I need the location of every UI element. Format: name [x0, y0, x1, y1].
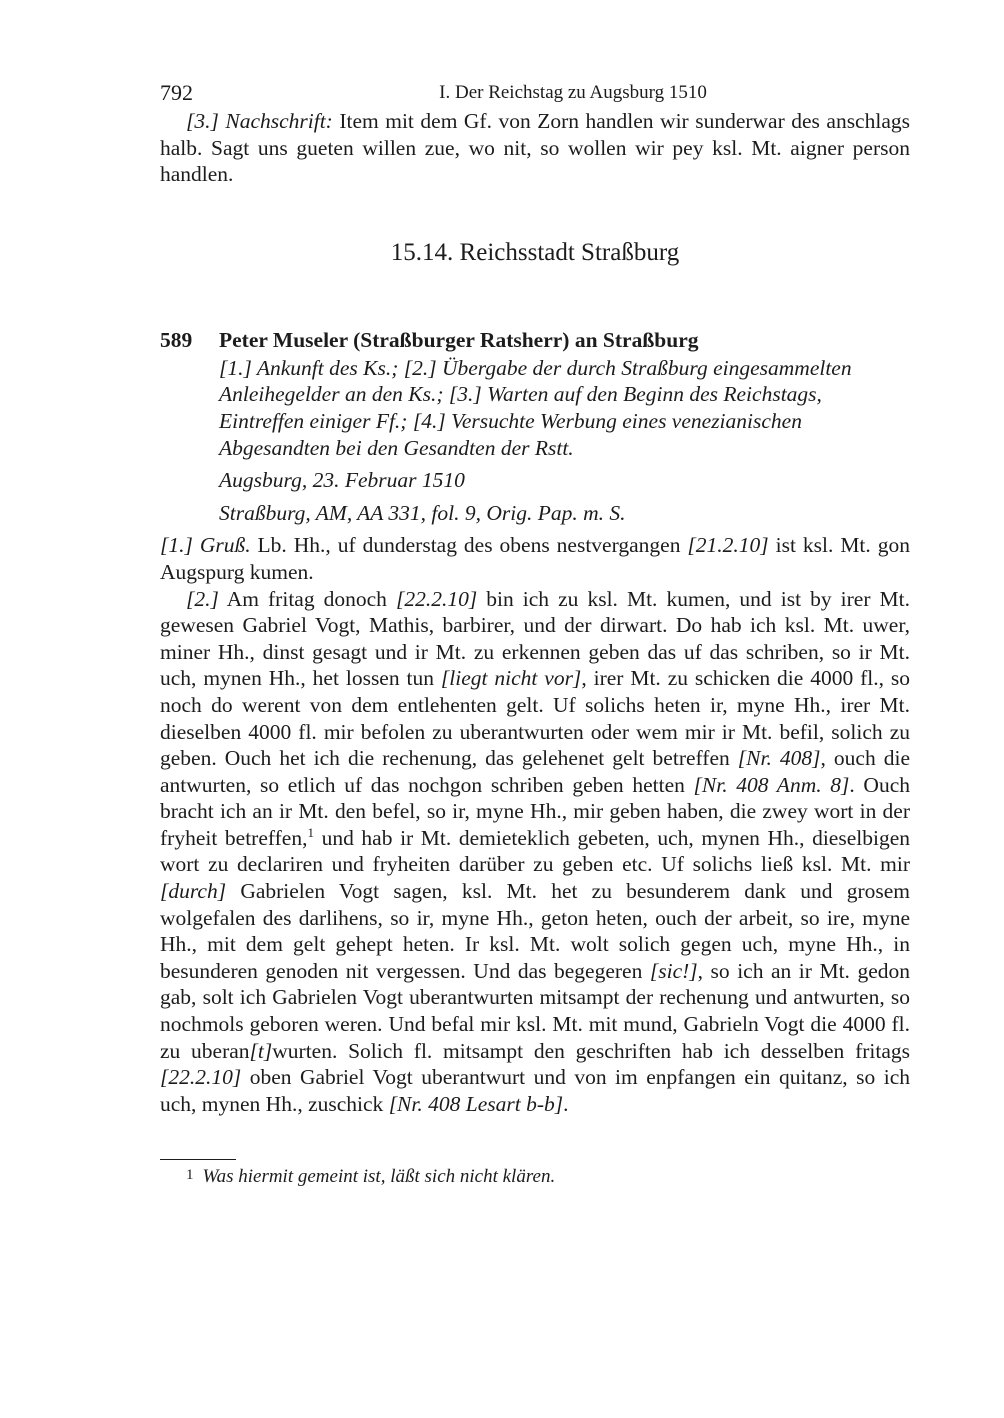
paragraph-1-label: [1.] Gruß. — [160, 533, 251, 558]
running-title: I. Der Reichstag zu Augsburg 1510 — [439, 82, 707, 103]
editorial-note: [Nr. 408 Anm. 8] — [693, 772, 850, 797]
footnote-mark: 1 — [186, 1167, 194, 1184]
regest: [1.] Ankunft des Ks.; [2.] Übergabe der durch Straßburg eingesammelten Anleihegelder an den Ks.; [3.] Warten auf den Beginn des Reichstags, Eintreffen einiger Ff.; [4.] Versuchte Werbung eines venezianischen Abgesandten bei den Gesandten der Rstt. — [219, 355, 852, 460]
postscript-label: [3.] Nachschrift: — [186, 109, 333, 133]
text-run: bin ich zu ksl. Mt. kumen, und ist by irer Mt. gewesen Gabriel Vogt, Mathis, barbirer, und der dirwart. Do hab ich ksl. Mt. uwer, miner Hh., dinst gesagt und ir Mt. zu erkennen geben das uf das schriben, so ir Mt. uch, mynen Hh., het lossen tun — [160, 586, 910, 691]
text-run: Am fritag donoch — [218, 586, 396, 611]
paragraph-2-label: [2.] — [186, 586, 219, 611]
document-page — [160, 78, 910, 1189]
text-run: oben Gabriel Vogt uberantwurt und von im enpfangen ein quitanz, so ich uch, mynen Hh., zuschick — [160, 1065, 910, 1116]
text-run: Lb. Hh., uf dunderstag des obens nestvergangen — [250, 533, 688, 558]
editorial-note: [22.2.10] — [395, 586, 478, 611]
text-run: Gabrielen Vogt sagen, ksl. Mt. het zu besunderem dank und grosem wolgefalen des darlihens, so ir, myne Hh., geton heten, ouch der arbeit, so ire, myne Hh., mit dem gelt gehept heten. Ir ksl. Mt. wolt solich gegen uch, myne Hh., in besunderen genoden nit vergessen. Und das begegeren — [160, 879, 910, 983]
text-run: , so ich an ir Mt. gedon gab, solt ich Gabrielen Vogt uberantwurten mitsampt der rechenung und antwurten, so nochmols geboren weren. Und befal mir ksl. Mt. mit mund, Gabrieln Vogt die 4000 fl. zu uberan — [160, 958, 910, 1063]
editorial-note: [22.2.10] — [160, 1065, 242, 1090]
editorial-note: [liegt nicht vor] — [440, 666, 582, 691]
text-run: und hab ir Mt. demieteklich gebeten, uch, mynen Hh., dieselbigen wort zu declariren und fryheiten darüber zu geben etc. Uf solichs ließ ksl. Mt. mir — [160, 825, 910, 877]
section-title: 15.14. Reichsstadt Straßburg — [390, 238, 680, 266]
text-run: . Ouch bracht ich an ir Mt. den befel, so ir, myne Hh., mir geben haben, die zwey wort in der fryheit betreffen, — [160, 772, 911, 850]
editorial-note: [21.2.10] — [687, 533, 769, 558]
text-run: , ouch die antwurten, so etlich uf das nochgon schriben geben hetten — [160, 746, 910, 797]
footnote-divider — [160, 1159, 236, 1160]
document-number: 589 — [160, 327, 193, 352]
text-run: , irer Mt. zu schicken die 4000 fl., so noch do werent von dem entlehenten gelt. Uf solichs heten ir, myne Hh., irer Mt. dieselben 4000 fl. mir befolen zu uberantwurten oder wem mir ir Mt. befil, solich zu geben. Ouch het ich die rechenung, das gelehenet gelt betreffen — [160, 666, 911, 771]
document-title: Peter Museler (Straßburger Ratsherr) an Straßburg — [219, 327, 699, 352]
postscript-text: Item mit dem Gf. von Zorn handlen wir sunderwar des anschlags halb. Sagt uns gueten willen zue, wo nit, so wollen wir pey ksl. Mt. aigner person handlen. — [160, 109, 910, 187]
text-run: . — [563, 1091, 569, 1116]
document-date: Augsburg, 23. Februar 1510 — [219, 468, 465, 493]
paragraph-2 — [160, 586, 910, 1118]
document-text — [160, 532, 910, 1117]
previous-item-postscript — [160, 108, 910, 188]
editorial-note: [t] — [249, 1038, 273, 1063]
text-run: wurten. Solich fl. mitsampt den geschriften hab ich desselben fritags — [272, 1038, 910, 1063]
editorial-note: [durch] — [160, 879, 227, 904]
document-heading — [160, 325, 910, 355]
editorial-note: [Nr. 408] — [737, 746, 821, 771]
document-source: Straßburg, AM, AA 331, fol. 9, Orig. Pap. m. S. — [219, 500, 626, 525]
paragraph-1 — [160, 532, 910, 585]
running-header — [160, 78, 910, 108]
footnote-reference[interactable]: 1 — [307, 824, 314, 840]
text-run: ist ksl. Mt. gon Augspurg kumen. — [160, 533, 910, 584]
footnote-text: Was hiermit gemeint ist, läßt sich nicht klären. — [202, 1166, 556, 1188]
editorial-note: [Nr. 408 Lesart b-b] — [388, 1091, 564, 1116]
document-head-notes — [219, 355, 910, 527]
footnote — [160, 1163, 910, 1189]
editorial-note: [sic!] — [649, 958, 698, 983]
page-number: 792 — [160, 80, 193, 105]
